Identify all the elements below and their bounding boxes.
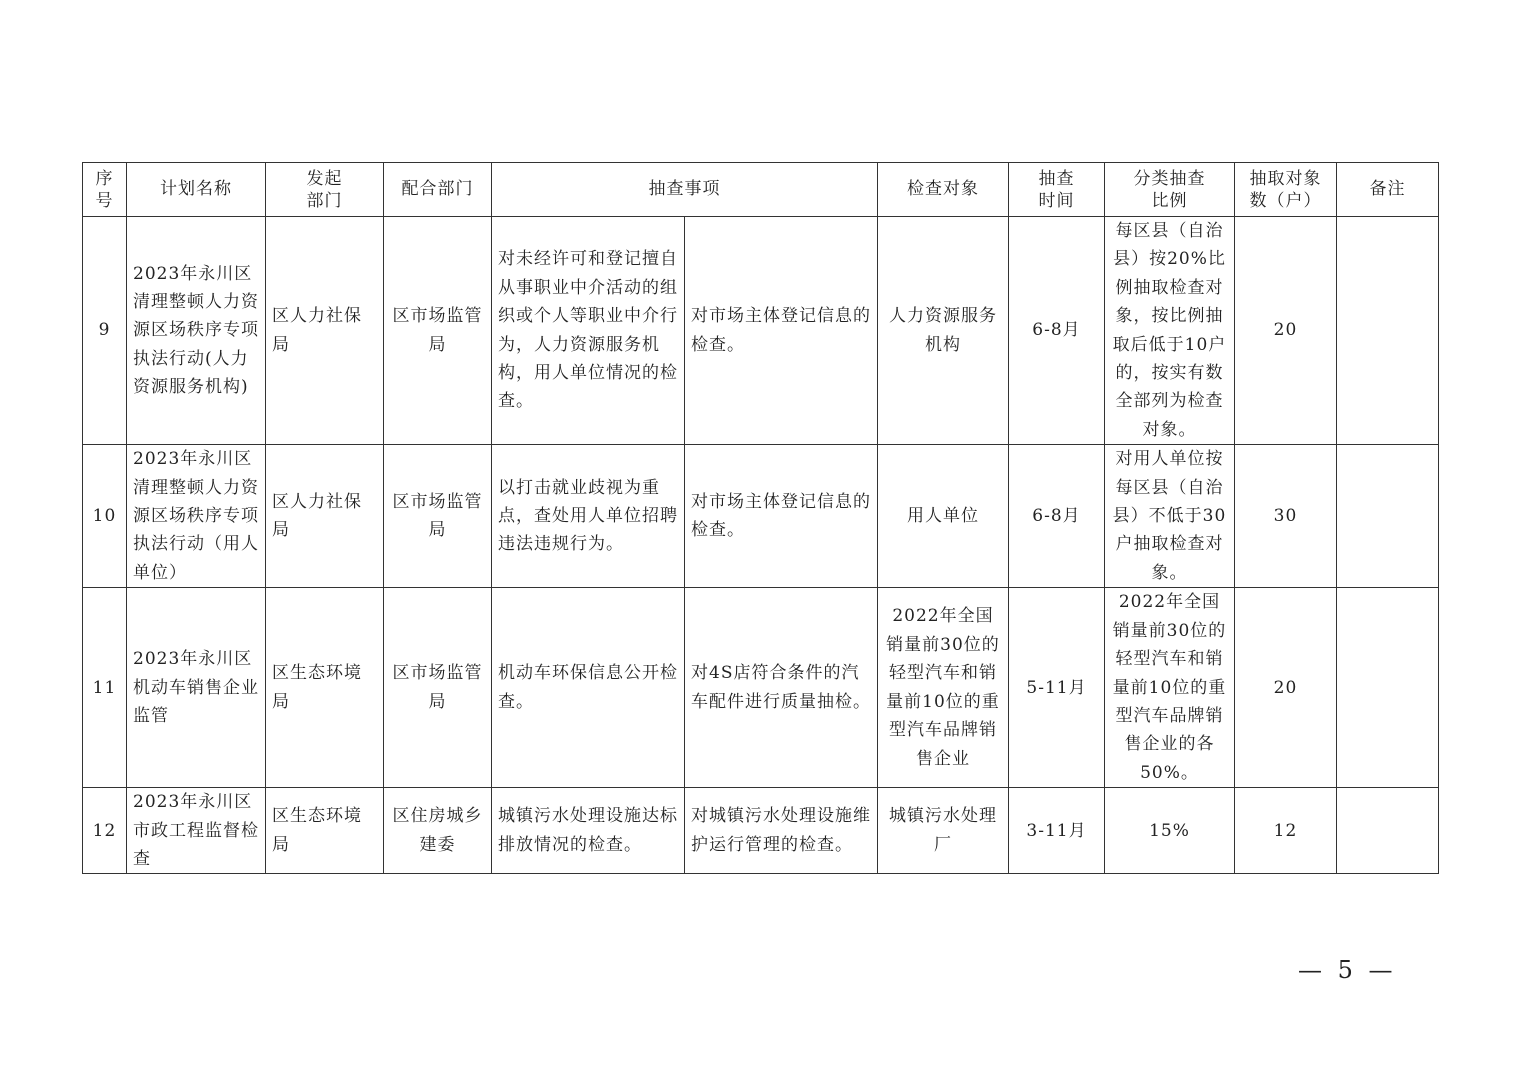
cell-inspection-item-a: 机动车环保信息公开检查。 [492, 588, 685, 788]
table-row [83, 217, 1439, 445]
cell-initiating-dept: 区人力社保局 [266, 217, 384, 445]
cell-inspection-item-b: 对4S店符合条件的汽车配件进行质量抽检。 [685, 588, 878, 788]
cell-inspection-target: 2022年全国销量前30位的轻型汽车和销量前10位的重型汽车品牌销售企业 [878, 588, 1009, 788]
header-cooperating-dept: 配合部门 [384, 163, 492, 217]
cell-initiating-dept: 区生态环境局 [266, 788, 384, 874]
cell-inspection-target: 用人单位 [878, 445, 1009, 588]
table-row [83, 788, 1439, 874]
cell-sample-count: 30 [1235, 445, 1337, 588]
cell-plan-name: 2023年永川区机动车销售企业监管 [127, 588, 266, 788]
cell-cooperating-dept: 区市场监管局 [384, 588, 492, 788]
cell-inspection-time: 6-8月 [1009, 217, 1105, 445]
cell-cooperating-dept: 区市场监管局 [384, 445, 492, 588]
cell-sampling-ratio: 每区县（自治县）按20%比例抽取检查对象，按比例抽取后低于10户的，按实有数全部列为检查对象。 [1105, 217, 1235, 445]
header-remarks: 备注 [1337, 163, 1439, 217]
cell-inspection-time: 3-11月 [1009, 788, 1105, 874]
cell-inspection-item-a: 对未经许可和登记擅自从事职业中介活动的组织或个人等职业中介行为，人力资源服务机构，用人单位情况的检查。 [492, 217, 685, 445]
header-initiating-dept: 发起 部门 [266, 163, 384, 217]
cell-sampling-ratio: 对用人单位按每区县（自治县）不低于30户抽取检查对象。 [1105, 445, 1235, 588]
table-row [83, 588, 1439, 788]
table-header-row [83, 163, 1439, 217]
cell-sample-count: 20 [1235, 588, 1337, 788]
cell-inspection-time: 5-11月 [1009, 588, 1105, 788]
cell-plan-name: 2023年永川区市政工程监督检查 [127, 788, 266, 874]
inspection-plan-table [82, 162, 1439, 874]
cell-inspection-item-a: 以打击就业歧视为重点，查处用人单位招聘违法违规行为。 [492, 445, 685, 588]
cell-sample-count: 12 [1235, 788, 1337, 874]
cell-initiating-dept: 区人力社保局 [266, 445, 384, 588]
cell-plan-name: 2023年永川区清理整顿人力资源区场秩序专项执法行动(人力资源服务机构) [127, 217, 266, 445]
cell-inspection-item-a: 城镇污水处理设施达标排放情况的检查。 [492, 788, 685, 874]
cell-plan-name: 2023年永川区清理整顿人力资源区场秩序专项执法行动（用人单位） [127, 445, 266, 588]
header-sample-count: 抽取对象 数（户） [1235, 163, 1337, 217]
cell-sample-count: 20 [1235, 217, 1337, 445]
cell-no: 10 [83, 445, 127, 588]
page-number: — 5 — [1298, 956, 1397, 984]
cell-sampling-ratio: 2022年全国销量前30位的轻型汽车和销量前10位的重型汽车品牌销售企业的各50%。 [1105, 588, 1235, 788]
cell-remarks [1337, 445, 1439, 588]
cell-remarks [1337, 217, 1439, 445]
cell-remarks [1337, 588, 1439, 788]
cell-inspection-target: 人力资源服务机构 [878, 217, 1009, 445]
cell-cooperating-dept: 区住房城乡建委 [384, 788, 492, 874]
cell-inspection-target: 城镇污水处理厂 [878, 788, 1009, 874]
cell-sampling-ratio: 15% [1105, 788, 1235, 874]
cell-inspection-item-b: 对市场主体登记信息的检查。 [685, 445, 878, 588]
header-plan-name: 计划名称 [127, 163, 266, 217]
cell-no: 11 [83, 588, 127, 788]
header-sampling-ratio: 分类抽查 比例 [1105, 163, 1235, 217]
cell-no: 12 [83, 788, 127, 874]
cell-inspection-time: 6-8月 [1009, 445, 1105, 588]
header-inspection-target: 检查对象 [878, 163, 1009, 217]
cell-inspection-item-b: 对市场主体登记信息的检查。 [685, 217, 878, 445]
table-row [83, 445, 1439, 588]
header-inspection-items: 抽查事项 [492, 163, 878, 217]
cell-remarks [1337, 788, 1439, 874]
cell-no: 9 [83, 217, 127, 445]
cell-cooperating-dept: 区市场监管局 [384, 217, 492, 445]
cell-initiating-dept: 区生态环境局 [266, 588, 384, 788]
header-no: 序 号 [83, 163, 127, 217]
header-inspection-time: 抽查 时间 [1009, 163, 1105, 217]
cell-inspection-item-b: 对城镇污水处理设施维护运行管理的检查。 [685, 788, 878, 874]
